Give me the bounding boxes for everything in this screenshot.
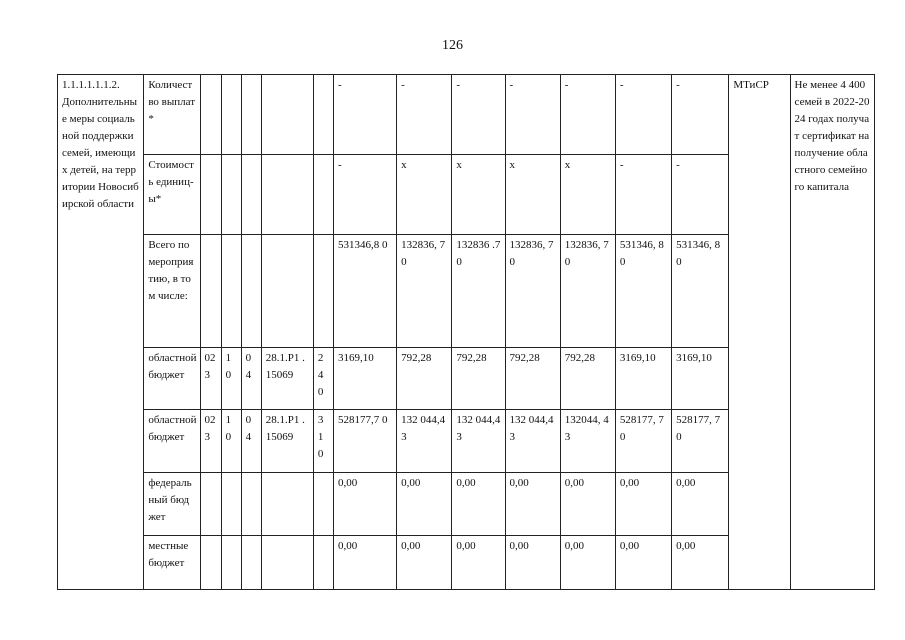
value-cell: -: [615, 75, 671, 155]
value-cell: -: [560, 75, 615, 155]
value-cell: 528177, 70: [615, 410, 671, 473]
code-cell: [261, 473, 313, 536]
value-cell: 132836, 70: [505, 235, 560, 348]
code-cell: [313, 536, 333, 590]
code-cell: 2 4 0: [313, 348, 333, 410]
code-cell: [313, 473, 333, 536]
code-cell: [241, 473, 261, 536]
result-cell: Не менее 4 400 семей в 2022-2024 годах получат сертификат на получение областного семейного капитала: [790, 75, 874, 590]
value-cell: 528177,7 0: [333, 410, 396, 473]
value-cell: 0,00: [615, 536, 671, 590]
value-cell: 132836 .70: [452, 235, 505, 348]
row-label: Количество выплат*: [144, 75, 200, 155]
code-cell: [313, 155, 333, 235]
value-cell: 792,28: [560, 348, 615, 410]
code-cell: [241, 235, 261, 348]
value-cell: 0,00: [672, 473, 729, 536]
code-cell: [221, 155, 241, 235]
code-cell: [241, 536, 261, 590]
value-cell: 0,00: [333, 536, 396, 590]
value-cell: 0,00: [452, 536, 505, 590]
code-cell: 28.1.P1 .15069: [261, 348, 313, 410]
value-cell: -: [452, 75, 505, 155]
code-cell: [313, 235, 333, 348]
value-cell: -: [505, 75, 560, 155]
value-cell: x: [505, 155, 560, 235]
value-cell: 0,00: [452, 473, 505, 536]
measure-name: Дополнительные меры социальной поддержки семей, имеющих детей, на территории Новосибирской области: [62, 96, 139, 210]
value-cell: 528177, 70: [672, 410, 729, 473]
code-cell: [313, 75, 333, 155]
value-cell: 0,00: [505, 473, 560, 536]
value-cell: 792,28: [452, 348, 505, 410]
value-cell: 0,00: [397, 536, 452, 590]
value-cell: 531346, 80: [615, 235, 671, 348]
value-cell: -: [397, 75, 452, 155]
executor-cell: МТиСР: [729, 75, 790, 590]
code-cell: [200, 536, 221, 590]
code-cell: [261, 536, 313, 590]
code-cell: 28.1.P1 .15069: [261, 410, 313, 473]
value-cell: -: [615, 155, 671, 235]
value-cell: 132836, 70: [397, 235, 452, 348]
value-cell: 531346,8 0: [333, 235, 396, 348]
code-cell: 1 0: [221, 410, 241, 473]
row-label: областной бюджет: [144, 410, 200, 473]
value-cell: 0,00: [615, 473, 671, 536]
value-cell: 0,00: [672, 536, 729, 590]
code-cell: 02 3: [200, 348, 221, 410]
value-cell: 132 044,43: [397, 410, 452, 473]
value-cell: x: [397, 155, 452, 235]
value-cell: 792,28: [505, 348, 560, 410]
value-cell: 531346, 80: [672, 235, 729, 348]
code-cell: [261, 75, 313, 155]
code-cell: 02 3: [200, 410, 221, 473]
value-cell: 132836, 70: [560, 235, 615, 348]
row-label: Стоимость единицы*: [144, 155, 200, 235]
code-cell: [241, 155, 261, 235]
row-label: федеральный бюджет: [144, 473, 200, 536]
value-cell: 0,00: [560, 536, 615, 590]
code-cell: [221, 235, 241, 348]
code-cell: 1 0: [221, 348, 241, 410]
row-label: областной бюджет: [144, 348, 200, 410]
value-cell: 0,00: [560, 473, 615, 536]
value-cell: 3169,10: [615, 348, 671, 410]
table-row: [58, 75, 875, 155]
value-cell: 132 044,43: [505, 410, 560, 473]
measure-code: 1.1.1.1.1.1.2.: [62, 79, 120, 91]
measure-code-name-cell: [58, 75, 144, 590]
value-cell: 0,00: [397, 473, 452, 536]
code-cell: [200, 75, 221, 155]
value-cell: -: [672, 75, 729, 155]
page-number: 126: [442, 38, 463, 53]
code-cell: [221, 536, 241, 590]
value-cell: x: [452, 155, 505, 235]
program-table: [57, 74, 875, 590]
code-cell: [221, 473, 241, 536]
value-cell: -: [672, 155, 729, 235]
code-cell: 0 4: [241, 348, 261, 410]
code-cell: 0 4: [241, 410, 261, 473]
value-cell: -: [333, 155, 396, 235]
code-cell: [200, 235, 221, 348]
code-cell: 3 1 0: [313, 410, 333, 473]
code-cell: [241, 75, 261, 155]
value-cell: x: [560, 155, 615, 235]
code-cell: [200, 473, 221, 536]
row-label: Всего по мероприятию, в том числе:: [144, 235, 200, 348]
code-cell: [200, 155, 221, 235]
value-cell: -: [333, 75, 396, 155]
code-cell: [221, 75, 241, 155]
code-cell: [261, 155, 313, 235]
row-label: местные бюджет: [144, 536, 200, 590]
value-cell: 792,28: [397, 348, 452, 410]
value-cell: 3169,10: [333, 348, 396, 410]
value-cell: 132044, 43: [560, 410, 615, 473]
value-cell: 0,00: [505, 536, 560, 590]
code-cell: [261, 235, 313, 348]
value-cell: 3169,10: [672, 348, 729, 410]
value-cell: 0,00: [333, 473, 396, 536]
value-cell: 132 044,43: [452, 410, 505, 473]
